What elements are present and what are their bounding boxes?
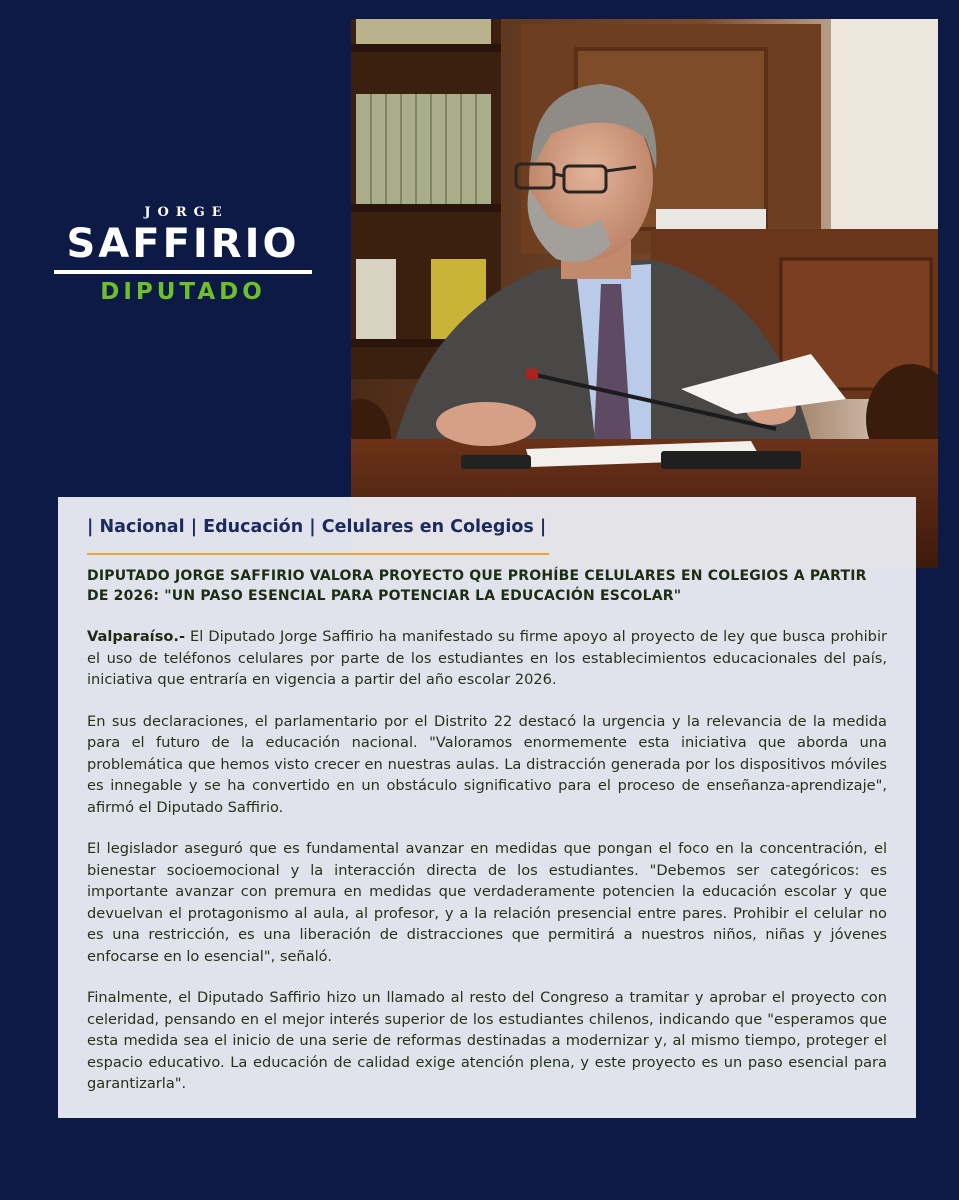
paragraph-1 (87, 626, 887, 691)
tags-divider (87, 553, 549, 555)
paragraph-4: Finalmente, el Diputado Saffirio hizo un llamado al resto del Congreso a tramitar y aprobar el proyecto con celeridad, pensando en el mejor interés superior de los estudiantes chilenos, indicando que "esperamos que esta medida sea el inicio de una serie de reformas destinadas a modernizar y, al mismo tiempo, proteger el espacio educativo. La educación de calidad exige atención plena, y este proyecto es un paso esencial para garantizarla". (87, 989, 887, 1092)
dateline: Valparaíso.- (87, 628, 186, 645)
category-tags: | Nacional | Educación | Celulares en Colegios | (87, 517, 547, 537)
article-headline: DIPUTADO JORGE SAFFIRIO VALORA PROYECTO QUE PROHÍBE CELULARES EN COLEGIOS A PARTIR DE 2026: "UN PASO ESENCIAL PARA POTENCIAR LA EDUCACIÓN ESCOLAR" (87, 568, 867, 604)
article-card (58, 497, 916, 1118)
logo-role: DIPUTADO (100, 279, 266, 305)
logo-first-name: JORGE (144, 205, 229, 220)
logo-divider (54, 270, 312, 274)
portrait-photo-icon (351, 19, 938, 568)
paragraph-3: El legislador aseguró que es fundamental avanzar en medidas que pongan el foco en la concentración, el bienestar socioemocional y la interacción directa de los estudiantes. "Debemos ser categóricos: es importante avanzar con premura en medidas que verdaderamente potencien la educación escolar y que devuelvan el protagonismo al aula, al profesor, y a la relación presencial entre pares. Prohibir el celular no es una restricción, es una liberación de distracciones que permitirá a nuestros niños, niñas y jóvenes enfocarse en lo esencial", señaló. (87, 840, 887, 965)
portrait-photo (351, 19, 938, 568)
paragraph-1-text: El Diputado Jorge Saffirio ha manifestado su firme apoyo al proyecto de ley que busca prohibir el uso de teléfonos celulares por parte de los estudiantes en los establecimientos educacionales del país, iniciativa que entraría en vigencia a partir del año escolar 2026. (87, 628, 887, 688)
logo (54, 205, 312, 306)
paragraph-2: En sus declaraciones, el parlamentario por el Distrito 22 destacó la urgencia y la relevancia de la medida para el futuro de la educación nacional. "Valoramos enormemente esta iniciativa que aborda una problemática que hemos visto crecer en nuestras aulas. La distracción generada por los dispositivos móviles es innegable y se ha convertido en un obstáculo significativo para el proceso de enseñanza-aprendizaje", afirmó el Diputado Saffirio. (87, 712, 887, 816)
logo-last-name: SAFFIRIO (66, 221, 300, 267)
